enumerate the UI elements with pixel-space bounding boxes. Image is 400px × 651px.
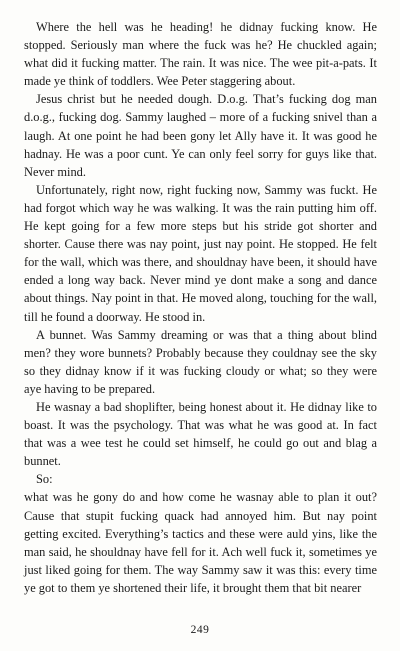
paragraph-6: So: [36, 472, 53, 487]
body-text [24, 18, 377, 597]
paragraph-2: Jesus christ but he needed dough. D.o.g. That’s fucking dog man d.o.g., fucking dog. Sammy laughed – more of a fucking snivel than a laugh. At one point he had been gony let Ally have it. It was good he hadnay. He was a poor cunt. Ye can only feel sorry for guys like that. Never mind. [24, 92, 377, 179]
paragraph-4: A bunnet. Was Sammy dreaming or was that a thing about blind men? they wore bunnets? Probably because they couldnay see the sky so they didnay know if it was fucking cloudy or what; so they were aye having to be prepared. [24, 327, 377, 396]
page-number: 249 [190, 624, 210, 636]
paragraph-5: He wasnay a bad shoplifter, being honest about it. He didnay like to boast. It was the psychology. That was what he was good at. In fact that was a wee test he could set himself, he could go out and blag a bunnet. [24, 399, 377, 469]
paragraph-7: what was he gony do and how come he wasnay able to plan it out? Cause that stupit fucking quack had annoyed him. But nay point getting excited. Everything’s tactics and these were auld yins, like the man said, he shouldnay have fell for it. Ach well fuck it, sometimes ye just liked going for them. The way Sammy saw it was this: every time ye got to them ye shortened their life, it brought them that bit nearer [24, 490, 377, 595]
paragraph-1: Where the hell was he heading! he didnay fucking know. He stopped. Seriously man where the fuck was he? He chuckled again; what did it fucking matter. The rain. It was nice. The wee pit-a-pats. It made ye think of toddlers. Wee Peter staggering about. [24, 20, 377, 89]
paragraph-3: Unfortunately, right now, right fucking now, Sammy was fuckt. He had forgot which way he was walking. It was the rain putting him off. He kept going for a few more steps but his stride got shorter and shorter. Cause there was nay point, just nay point. He stopped. He felt for the wall, which was there, and shouldnay have been, it should have ended a long way back. Never mind ye dont make a song and dance about things. Nay point in that. He moved along, touching for the wall, till he found a doorway. He stood in. [24, 182, 377, 324]
